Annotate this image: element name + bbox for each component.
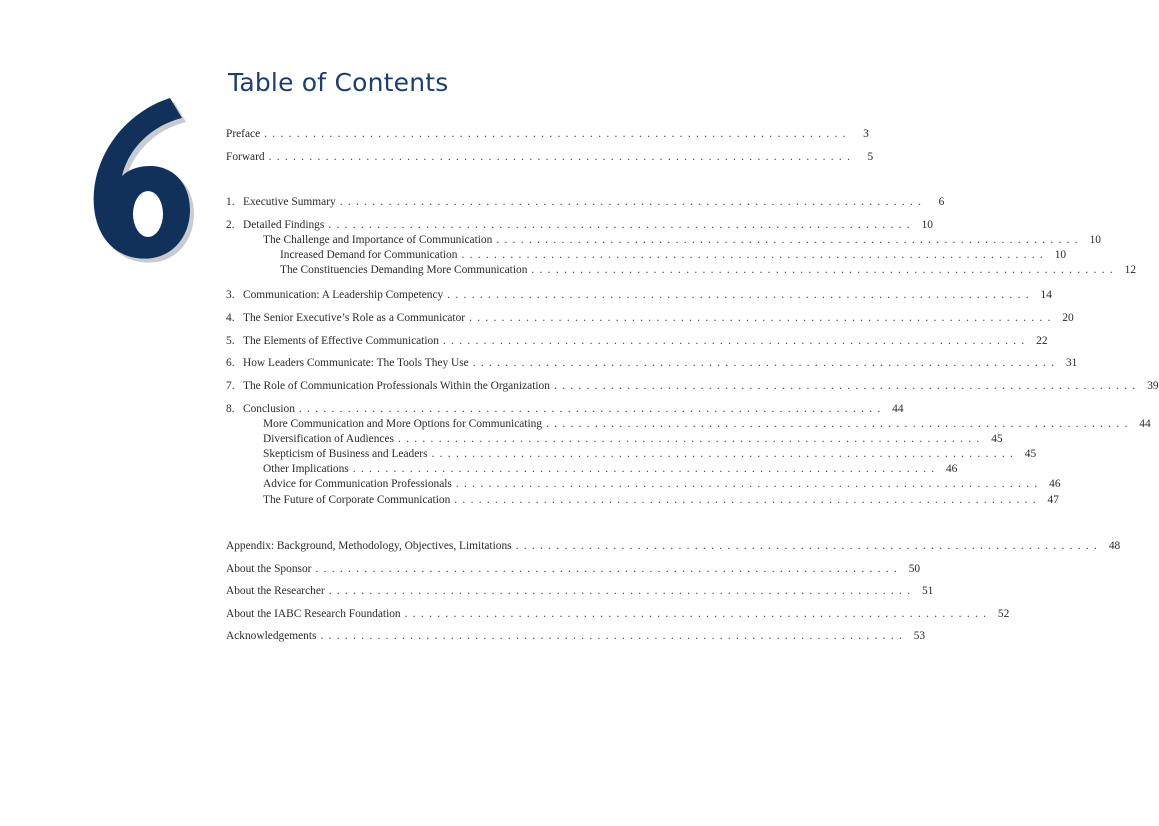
toc-entry-page: 50 <box>908 563 921 575</box>
toc-entry-label: The Elements of Effective Communication <box>243 335 439 347</box>
toc-entry-page: 3 <box>863 128 869 140</box>
toc-entry-preface[interactable] <box>226 128 869 144</box>
leader-dots: ........................................................................ <box>397 433 985 445</box>
toc-entry-page: 6 <box>938 196 945 208</box>
leader-dots: ........................................................................ <box>531 264 1119 276</box>
leader-dots: ........................................................................ <box>461 249 1049 261</box>
toc-entry-page: 53 <box>913 630 926 642</box>
toc-entry-page: 10 <box>1089 234 1101 246</box>
leader-dots: ........................................................................ <box>469 312 1056 324</box>
leader-dots: ........................................................................ <box>447 289 1034 301</box>
leader-dots: ........................................................................ <box>315 563 903 575</box>
toc-entry-page: 51 <box>921 585 934 597</box>
toc-entry-page: 20 <box>1062 312 1074 324</box>
toc-entry-number: 4. <box>226 312 235 324</box>
toc-entry-page: 45 <box>991 433 1003 445</box>
toc-entry-about-sponsor[interactable] <box>226 563 921 579</box>
toc-entry-page: 44 <box>1139 418 1151 430</box>
toc-entry-senior-executive-role[interactable] <box>226 312 1074 328</box>
toc-entry-label: More Communication and More Options for Communicating <box>263 418 543 430</box>
toc-entry-number: 5. <box>226 335 235 347</box>
toc-entry-forward[interactable] <box>226 151 874 167</box>
toc-entry-role-professionals[interactable] <box>226 380 1159 396</box>
toc-entry-label: About the Researcher <box>226 585 325 597</box>
leader-dots: ........................................................................ <box>328 219 915 231</box>
leader-dots: ........................................................................ <box>472 357 1060 369</box>
toc-subentry-challenge-importance[interactable] <box>263 234 1101 250</box>
toc-entry-label: About the IABC Research Foundation <box>226 608 401 620</box>
leader-dots: ........................................................................ <box>320 630 908 642</box>
leader-dots: ........................................................................ <box>352 463 940 475</box>
toc-entry-label: Acknowledgements <box>226 630 317 642</box>
toc-entry-number: 6. <box>226 357 235 369</box>
toc-entry-label: Detailed Findings <box>243 219 325 231</box>
toc-entry-acknowledgements[interactable] <box>226 630 926 646</box>
toc-entry-label: The Role of Communication Professionals Within the Organization <box>243 380 550 392</box>
toc-entry-page: 48 <box>1108 540 1121 552</box>
toc-entry-number: 1. <box>226 196 235 208</box>
toc-entry-page: 44 <box>892 403 904 415</box>
toc-entry-about-researcher[interactable] <box>226 585 934 601</box>
toc-entry-label: Executive Summary <box>243 196 336 208</box>
toc-entry-page: 46 <box>945 463 958 475</box>
toc-entry-page: 46 <box>1049 478 1061 490</box>
toc-subentry-advice[interactable] <box>263 478 1061 494</box>
toc-entry-label: The Future of Corporate Communication <box>263 494 451 506</box>
toc-entry-conclusion[interactable] <box>226 403 904 419</box>
toc-entry-page: 47 <box>1047 494 1059 506</box>
toc-entry-page: 12 <box>1124 264 1137 276</box>
toc-subentry-constituencies[interactable] <box>280 264 1137 280</box>
toc-entry-page: 39 <box>1147 380 1159 392</box>
leader-dots: ........................................................................ <box>455 478 1043 490</box>
toc-entry-label: Preface <box>226 128 261 140</box>
toc-entry-page: 14 <box>1040 289 1052 301</box>
toc-subentry-increased-demand[interactable] <box>280 249 1067 265</box>
toc-entry-page: 22 <box>1036 335 1048 347</box>
toc-entry-label: How Leaders Communicate: The Tools They Use <box>243 357 469 369</box>
leader-dots: ........................................................................ <box>496 234 1083 246</box>
leader-dots: ........................................................................ <box>431 448 1019 460</box>
toc-subentry-diversification[interactable] <box>263 433 1003 449</box>
leader-dots: ........................................................................ <box>264 128 851 140</box>
toc-entry-page: 31 <box>1065 357 1078 369</box>
toc-entry-label: Appendix: Background, Methodology, Objectives, Limitations <box>226 540 512 552</box>
toc-entry-elements-effective[interactable] <box>226 335 1048 351</box>
toc-entry-label: Forward <box>226 151 265 163</box>
toc-entry-number: 3. <box>226 289 235 301</box>
leader-dots: ........................................................................ <box>298 403 886 415</box>
toc-entry-label: Diversification of Audiences <box>263 433 394 445</box>
toc-entry-page: 5 <box>867 151 874 163</box>
toc-subentry-skepticism[interactable] <box>263 448 1037 464</box>
leader-dots: ........................................................................ <box>442 335 1030 347</box>
leader-dots: ........................................................................ <box>268 151 856 163</box>
toc-entry-number: 8. <box>226 403 235 415</box>
toc-entry-label: Other Implications <box>263 463 349 475</box>
toc-entry-label: The Challenge and Importance of Communication <box>263 234 493 246</box>
toc-entry-number: 7. <box>226 380 235 392</box>
toc-subentry-future[interactable] <box>263 494 1059 510</box>
toc-entry-label: Conclusion <box>243 403 295 415</box>
toc-entry-page: 10 <box>1054 249 1067 261</box>
toc-entry-label: Advice for Communication Professionals <box>263 478 452 490</box>
toc-entry-label: Increased Demand for Communication <box>280 249 458 261</box>
leader-dots: ........................................................................ <box>404 608 992 620</box>
toc-entry-label: About the Sponsor <box>226 563 312 575</box>
toc-entry-page: 45 <box>1024 448 1037 460</box>
toc-entry-label: The Constituencies Demanding More Communication <box>280 264 528 276</box>
toc-entry-leadership-competency[interactable] <box>226 289 1052 305</box>
leader-dots: ........................................................................ <box>454 494 1041 506</box>
toc-entry-label: Skepticism of Business and Leaders <box>263 448 428 460</box>
toc-entry-label: The Senior Executive’s Role as a Communicator <box>243 312 466 324</box>
toc-entry-page: 52 <box>997 608 1010 620</box>
toc-entry-detailed-findings[interactable] <box>226 219 933 235</box>
leader-dots: ........................................................................ <box>546 418 1133 430</box>
leader-dots: ........................................................................ <box>328 585 916 597</box>
toc-entry-about-iabc[interactable] <box>226 608 1010 624</box>
toc-entry-executive-summary[interactable] <box>226 196 945 212</box>
leader-dots: ........................................................................ <box>339 196 927 208</box>
toc-entry-number: 2. <box>226 219 235 231</box>
toc-subentry-more-communication[interactable] <box>263 418 1151 434</box>
leader-dots: ........................................................................ <box>553 380 1141 392</box>
leader-dots: ........................................................................ <box>515 540 1103 552</box>
toc-subentry-other-implications[interactable] <box>263 463 958 479</box>
page-title: Table of Contents <box>228 68 449 97</box>
toc-entry-how-leaders-communicate[interactable] <box>226 357 1078 373</box>
toc-entry-appendix[interactable] <box>226 540 1121 556</box>
toc-entry-label: Communication: A Leadership Competency <box>243 289 444 301</box>
toc-entry-page: 10 <box>921 219 933 231</box>
